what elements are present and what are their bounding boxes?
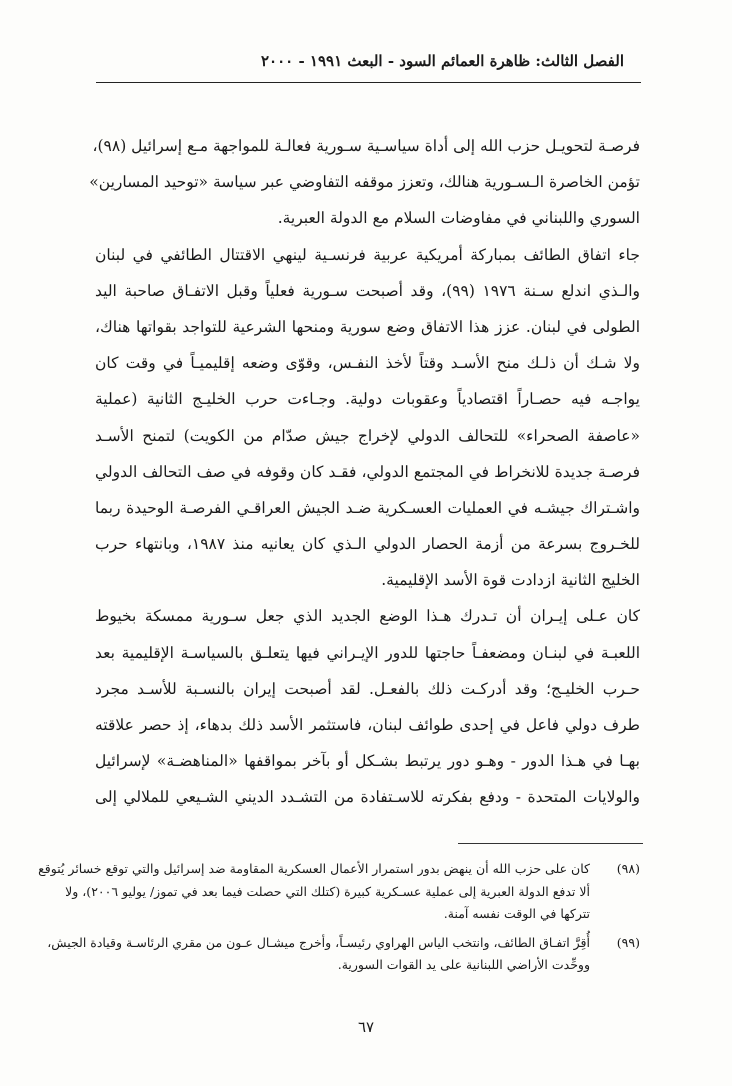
text-line: يواجـه فيه حصـاراً اقتصادياً وعقوبات دولية. وجـاءت حرب الخليـج الثانية (عملية [95, 390, 640, 409]
text-line: الطولى في لبنان. عزز هذا الاتفاق وضع سورية ومنحها الشرعية للتواجد بقواتها هناك، [95, 317, 640, 336]
footnote-number: (٩٩) [616, 934, 640, 950]
footnote-number: (٩٨) [616, 861, 640, 876]
text-line: الخليج الثانية ازدادت قوة الأسد الإقليمية. [381, 571, 640, 590]
text-line: والولايات المتحدة - ودفع بفكرته للاسـتفادة من التشـدد الديني الشـيعي للملالي إلى [95, 788, 640, 807]
footnote-line: كان على حزب الله أن ينهض بدور استمرار الأعمال العسكرية المقاومة ضد إسرائيل والتي توقع خسائر يُتوقع [38, 861, 590, 876]
footnote-98 [38, 858, 640, 926]
text-line: للخـروج بسرعة من أزمة الحصار الدولي الـذي كان يعانيه منذ ١٩٨٧، وبانتهاء حرب [95, 535, 640, 554]
text-line: طرف دولي فاعل في إحدى طوائف لبنان، فاستثمر الأسد ذلك بدهاء، إذ حصر علاقته [95, 716, 640, 734]
footnotes [38, 858, 640, 983]
footnote-separator [458, 843, 643, 844]
header-rule [96, 82, 641, 83]
text-line: واشـتراك جيشـه في العمليات العسـكرية ضـد الجيش العراقـي الفرصـة الوحيدة ربما [95, 498, 640, 517]
footnote-line: أُقِرَّ اتفـاق الطائف، وانتخب الياس الهراوي رئيسـاً، وأخرج ميشـال عـون من مقري الرئاسـة وقيادة الجيش، [47, 934, 590, 950]
text-line: والـذي اندلع سـنة ١٩٧٦ (٩٩)، وقد أصبحت سـورية فعلياً وقبل الاتفـاق صاحبة اليد [95, 281, 640, 300]
text-line: بهـا في هـذا الدور - وهـو دور يرتبط بشـكل أو بآخر بمواقفها «المناهضـة» لإسرائيل [95, 752, 640, 771]
footnote-line: ألا تدفع الدولة العبرية إلى عملية عسـكرية كبيرة (كتلك التي حصلت فيما بعد في تموز/ يوليو ٢٠٠٦)، ولا [65, 883, 590, 899]
text-line: فرصـة لتحويـل حزب الله إلى أداة سياسـية سـورية فعالـة للمواجهة مـع إسرائيل (٩٨)، [92, 137, 640, 155]
text-line: «عاصفة الصحراء» للتحالف الدولي لإخراج جيش صدّام من الكويت) لتمنح الأسـد [95, 426, 640, 445]
text-line: السوري واللبناني في مفاوضات السلام مع الدولة العبرية. [277, 209, 640, 228]
text-line: كان عـلى إيـران أن تـدرك هـذا الوضع الجديد الذي جعل سـورية ممسكة بخيوط [95, 607, 640, 626]
text-line: اللعبـة في لبنـان ومضعفـاً حاجتها للدور الإيـراني فيها يتعلـق بالسياسـة الإقليمية بعد [95, 643, 640, 662]
running-header: الفصل الثالث: ظاهرة العمائم السود - البعث ١٩٩١ - ٢٠٠٠ [261, 52, 624, 70]
page-number: ٦٧ [357, 1018, 375, 1036]
footnote-line: ووحِّدت الأراضي اللبنانية على يد القوات السورية. [337, 957, 590, 972]
text-line: جاء اتفاق الطائف بمباركة أمريكية عربية فرنسـية لينهي الاقتتال الطائفي في لبنان [95, 245, 640, 264]
text-line: حـرب الخليـج؛ وقد أدركـت ذلك بالفعـل. لقد أصبحت إيران بالنسـبة للأسـد مجرد [95, 679, 640, 698]
footnote-99 [47, 932, 640, 977]
text-line: تؤمن الخاصرة الـسـورية هنالك، وتعزز موقفه التفاوضي عبر سياسة «توحيد المسارين» [89, 173, 640, 192]
text-line: ولا شـك أن ذلـك منح الأسـد وقتاً لأخذ النفـس، وقوّى وضعه إقليميـاً في وقت كان [95, 354, 640, 373]
body-text [89, 128, 640, 816]
text-line: فرصـة جديدة للانخراط في المجتمع الدولي، فقـد كان وقوفه في صف التحالف الدولي [95, 462, 640, 481]
footnote-line: تتركها في الوقت نفسه آمنة. [443, 906, 590, 921]
